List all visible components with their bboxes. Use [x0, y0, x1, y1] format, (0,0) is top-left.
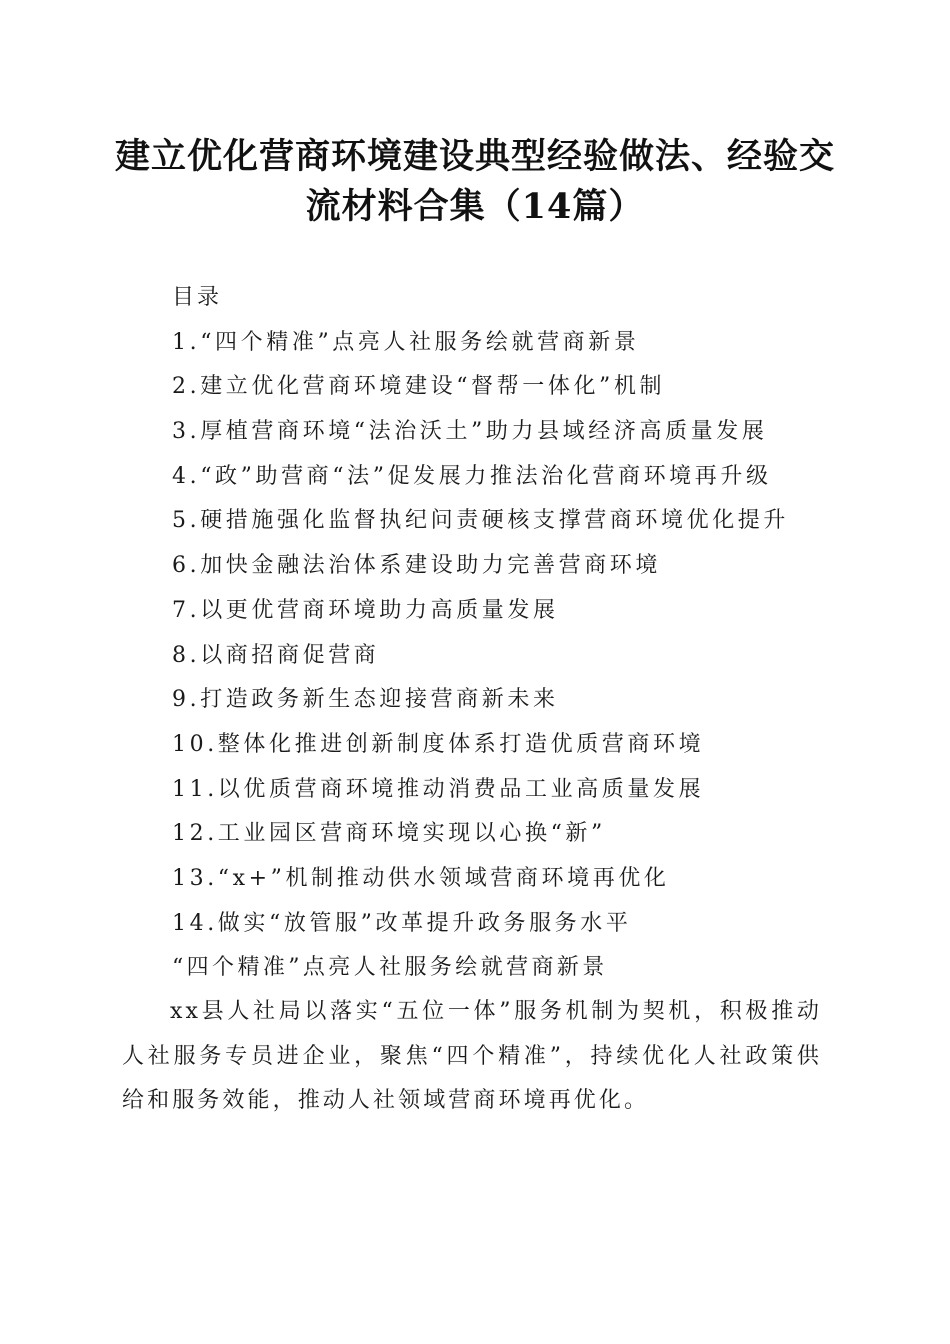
toc-item: 10.整体化推进创新制度体系打造优质营商环境 — [172, 731, 705, 757]
toc-heading: 目录 — [172, 285, 223, 310]
section-title: “四个精准”点亮人社服务绘就营商新景 — [172, 955, 608, 980]
toc-item: 3.厚植营商环境“法治沃土”助力县域经济高质量发展 — [172, 419, 768, 445]
toc-item: 2.建立优化营商环境建设“督帮一体化”机制 — [172, 374, 666, 400]
toc-item: 7.以更优营商环境助力高质量发展 — [172, 597, 559, 623]
table-of-contents — [172, 276, 872, 946]
toc-item: 6.加快金融法治体系建设助力完善营商环境 — [172, 553, 661, 579]
toc-item: 1.“四个精准”点亮人社服务绘就营商新景 — [172, 329, 640, 355]
toc-item: 5.硬措施强化监督执纪问责硬核支撑营商环境优化提升 — [172, 508, 789, 534]
toc-item: 4.“政”助营商“法”促发展力推法治化营商环境再升级 — [172, 463, 772, 489]
toc-item: 9.打造政务新生态迎接营商新未来 — [172, 687, 559, 713]
document-title: 建立优化营商环境建设典型经验做法、经验交流材料合集（14篇） — [114, 136, 835, 227]
toc-item: 13.“x+”机制推动供水领域营商环境再优化 — [172, 865, 670, 891]
toc-item: 8.以商招商促营商 — [172, 642, 380, 668]
intro-paragraph: xx县人社局以落实“五位一体”服务机制为契机，积极推动人社服务专员进企业，聚焦“四个精准”，持续优化人社政策供给和服务效能，推动人社领域营商环境再优化。 — [122, 999, 822, 1113]
toc-item: 11.以优质营商环境推动消费品工业高质量发展 — [172, 776, 705, 802]
toc-item: 14.做实“放管服”改革提升政务服务水平 — [172, 910, 632, 936]
toc-item: 12.工业园区营商环境实现以心换“新” — [172, 821, 606, 847]
